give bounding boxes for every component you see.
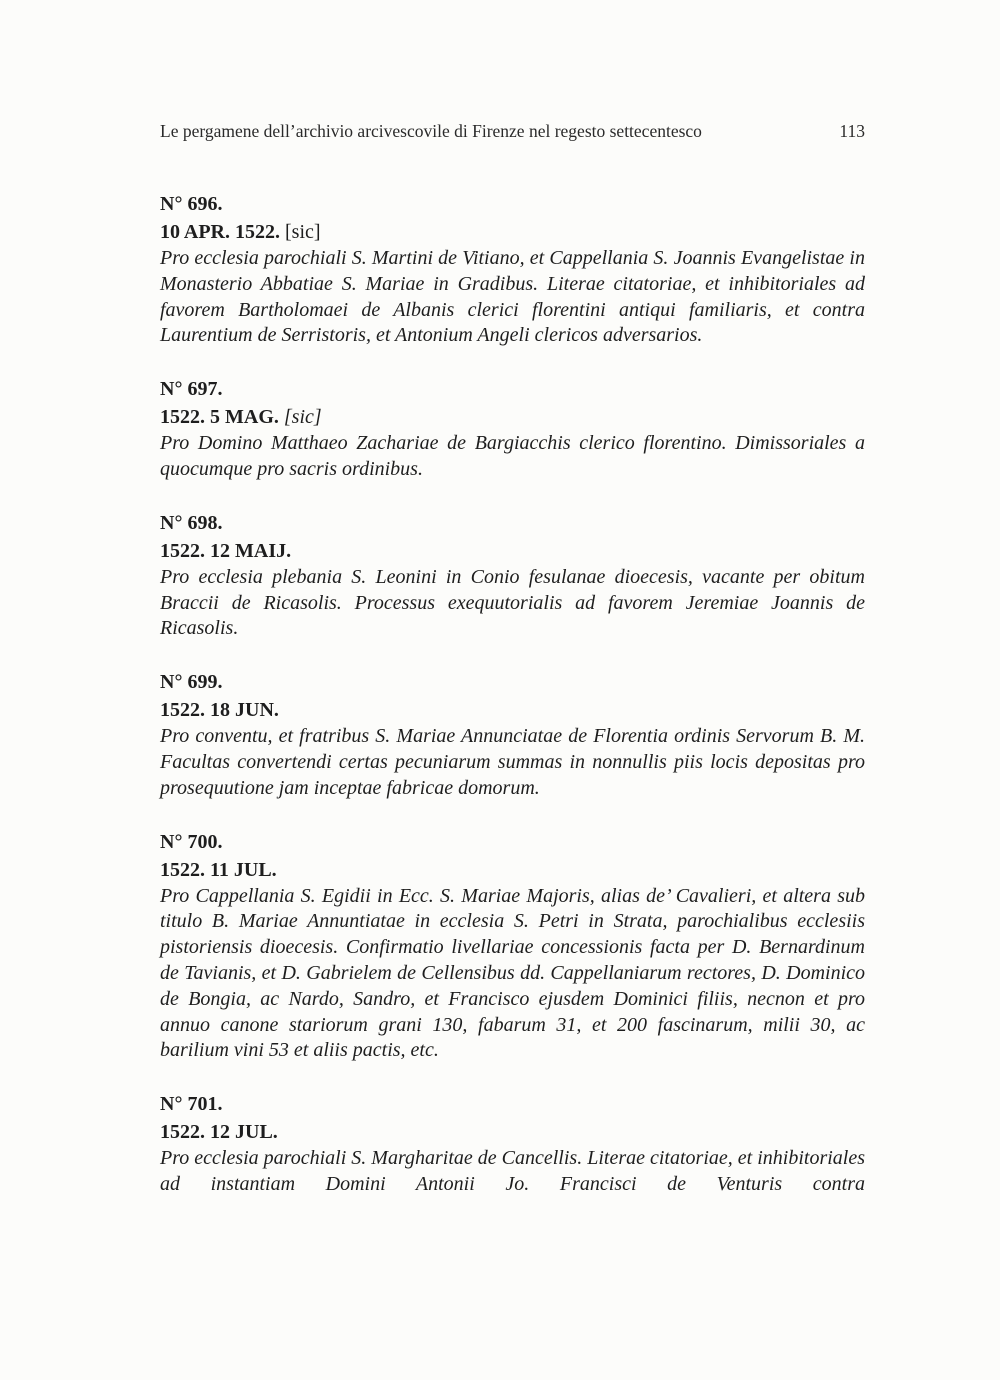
entry-text: Pro ecclesia plebania S. Leonini in Conio fesulanae dioecesis, vacante per obitum Braccii de Ricasolis. Processus exequutorialis ad favorem Jeremiae Joannis de Ricasolis. bbox=[160, 565, 865, 640]
entry-date-value: 1522. 11 JUL. bbox=[160, 858, 277, 881]
entry-date-value: 1522. 12 JUL. bbox=[160, 1121, 278, 1144]
entry-date-note: [sic] bbox=[285, 221, 321, 243]
entry-696 bbox=[160, 190, 865, 349]
entry-date bbox=[160, 856, 865, 884]
entry-number: N° 696. bbox=[160, 193, 223, 215]
entry-698 bbox=[160, 509, 865, 642]
entries-list bbox=[160, 190, 865, 1224]
entry-699 bbox=[160, 668, 865, 801]
entry-number: N° 697. bbox=[160, 378, 223, 401]
entry-date bbox=[160, 696, 865, 724]
entry-text: Pro Domino Matthaeo Zachariae de Bargiacchis clerico florentino. Dimissoriales a quocumque pro sacris ordinibus. bbox=[160, 432, 865, 480]
entry-date-value: 1522. 5 MAG. bbox=[160, 406, 279, 429]
running-title: Le pergamene dell’archivio arcivescovile di Firenze nel regesto settecentesco bbox=[160, 121, 702, 141]
entry-text: Pro conventu, et fratribus S. Mariae Annunciatae de Florentia ordinis Servorum B. M. Facultas convertendi certas pecuniarum summas in nonnullis piis locis depositas pro prosequutione jam inceptae fabricae domorum. bbox=[160, 725, 865, 799]
entry-date bbox=[160, 537, 865, 565]
entry-text: Pro ecclesia parochiali S. Martini de Vitiano, et Cappellania S. Joannis Evangelistae in Monasterio Abbatiae S. Mariae in Gradibus. Literae citatoriae, et inhibitoriales ad favorem Bartholomaei de Albanis clerici florentini antiqui familiaris, et contra Laurentium de Serristoris, et Antonium Angeli clericos adversarios. bbox=[160, 247, 865, 347]
entry-date-value: 1522. 12 MAIJ. bbox=[160, 539, 292, 562]
entry-number: N° 700. bbox=[160, 830, 223, 853]
entry-date-note: [sic] bbox=[283, 406, 322, 429]
entry-700 bbox=[160, 828, 865, 1065]
entry-number: N° 699. bbox=[160, 671, 223, 694]
entry-number: N° 701. bbox=[160, 1093, 223, 1116]
entry-text: Pro Cappellania S. Egidii in Ecc. S. Mariae Majoris, alias de’ Cavalieri, et altera sub titulo B. Mariae Annuntiatae in ecclesia S. Petri in Strata, parochialibus ecclesiis pistoriensis dioecesis. Confirmatio livellariae concessionis facta per D. Bernardinum de Tavianis, et D. Gabrielem de Cellensibus dd. Cappellaniarum rectores, D. Dominico de Bongia, ac Nardo, Sandro, et Francisco ejusdem Dominici filiis, necnon et pro annuo canone stariorum grani 130, fabarum 31, et 200 fascinarum, milii 30, ac barilium vini 53 et aliis pactis, etc. bbox=[160, 884, 865, 1062]
entry-number: N° 698. bbox=[160, 511, 223, 534]
entry-697 bbox=[160, 375, 865, 483]
entry-date bbox=[160, 403, 865, 431]
entry-date-value: 10 APR. 1522. bbox=[160, 221, 280, 243]
entry-text: Pro ecclesia parochiali S. Margharitae de Cancellis. Literae citatoriae, et inhibitoriales ad instantiam Domini Antonii Jo. Francisci de Venturis contra bbox=[160, 1147, 865, 1195]
entry-date bbox=[160, 218, 865, 246]
entry-date bbox=[160, 1118, 865, 1146]
running-header bbox=[160, 120, 865, 142]
page-number: 113 bbox=[839, 121, 865, 141]
entry-date-value: 1522. 18 JUN. bbox=[160, 699, 279, 722]
entry-701 bbox=[160, 1090, 865, 1198]
